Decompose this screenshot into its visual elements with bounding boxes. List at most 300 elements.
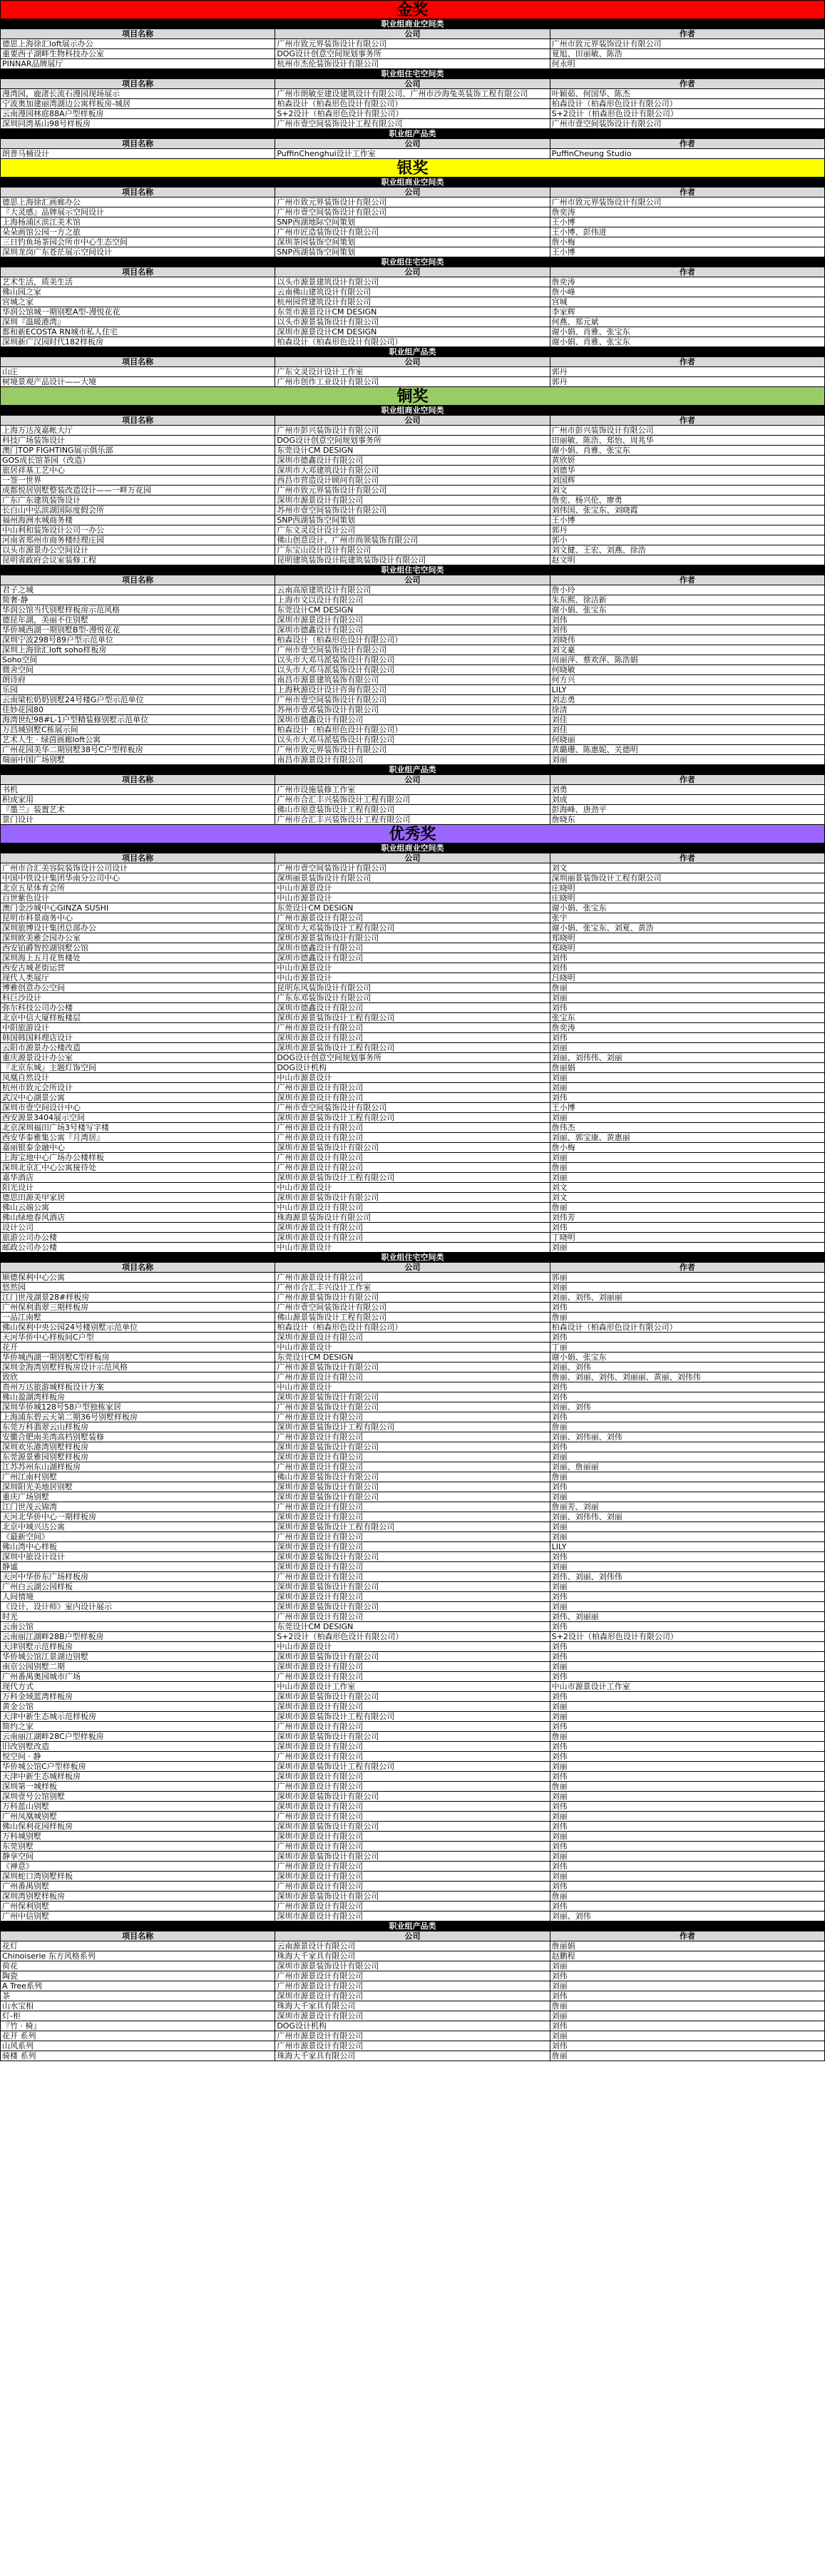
author-name: 詹奕涛 [550,277,824,287]
company-name: 云南佛山建筑设计有限公司 [275,287,550,297]
table-row [1,1303,825,1313]
project-name: 广州保利别墅 [1,1902,275,1912]
table-row [1,1442,825,1452]
project-name: 华侨城公馆江景湖边别墅 [1,1652,275,1662]
table-row [1,1582,825,1592]
project-name: 武汉中心湖景公寓 [1,1093,275,1103]
project-name: 福州海洲水城商务楼 [1,515,275,525]
table-row [1,1203,825,1213]
company-name: SNP西湖装饰空间策划 [275,515,550,525]
company-name: 深圳市源景设计有限公司 [275,1742,550,1752]
project-name: 南京公园别墅二期 [1,1662,275,1672]
author-name: 刘伟 [550,1033,824,1043]
company-name: 东莞设计CM DESIGN [275,605,550,615]
header-company: 公司 [275,416,550,426]
company-name: 深圳市源景设计有限公司 [275,1832,550,1842]
author-name: 庄晓明 [550,893,824,903]
project-name: 广州市合汇美容院装饰设计公司设计 [1,863,275,873]
table-row [1,109,825,119]
table-row [1,705,825,715]
company-name: 深圳市源景设计有限公司 [275,615,550,625]
table-row [1,2011,825,2021]
project-name: 云南丽江湖畔28B户型样板房 [1,1632,275,1642]
project-name: 三日钓鱼场茶园会所市中心生态空间 [1,237,275,247]
company-name: 苏州市壹空间装饰设计有限公司 [275,506,550,515]
company-name: 深圳市源景设计有限公司 [275,1512,550,1522]
company-name: S+2设计（柏森形色设计有限公司） [275,109,550,119]
project-name: 深圳蛇口湾别墅样板 [1,1872,275,1882]
author-name: 谢小娟、肖雅、张宝东 [550,327,824,337]
company-name: 深圳市德鑫设计有限公司 [275,715,550,725]
category-title: 职业组住宅空间类 [1,565,825,575]
project-name: 瑞丽中国广场别墅 [1,755,275,765]
table-row [1,456,825,466]
author-name: 李家辉 [550,307,824,317]
project-name: 以头市源景办公空间设计 [1,545,275,555]
author-name: 刘伟 [550,1652,824,1662]
header-project: 项目名称 [1,139,275,149]
table-row [1,785,825,795]
company-name: 广州市壹空间装饰设计有限公司 [275,1103,550,1113]
author-name: 刘伟 [550,1862,824,1872]
author-name: 广州市壹空间装饰设计有限公司 [550,119,824,129]
project-name: 昆明省政府会议室装修工程 [1,555,275,565]
company-name: SNP西湖地际空间策划 [275,217,550,227]
author-name: 刘伟 [550,1412,824,1422]
category-row [1,178,825,188]
author-name: 刘成 [550,795,824,805]
category-title: 职业组产品类 [1,1921,825,1931]
company-name: 深圳市源景装饰设计有限公司 [275,1792,550,1802]
column-header-row [1,416,825,426]
author-name: 柏森设计（柏森形色设计有限公司） [550,99,824,109]
author-name: 刘伟 [550,1003,824,1013]
table-row [1,1832,825,1842]
project-name: 黄金公馆 [1,1702,275,1712]
category-title: 职业组商业空间类 [1,406,825,416]
company-name: 佛山市原意装饰设计工程有限公司 [275,805,550,815]
author-name: 何晓丽 [550,735,824,745]
company-name: 广州市源景设计有限公司 [275,1981,550,1991]
company-name: 广州市壹空间装饰设计有限公司 [275,695,550,705]
table-row [1,1602,825,1612]
company-name: DOG设计机构 [275,2021,550,2031]
author-name: 刘伟 [550,1622,824,1632]
project-name: 深圳欧美雅会园办公室 [1,933,275,943]
project-name: 华润公馆当代别墅样板房示范风格 [1,605,275,615]
header-company: 公司 [275,267,550,277]
author-name: 丁丽 [550,1343,824,1353]
company-name: 以头市源景建筑设计有限公司 [275,277,550,287]
author-name: 何晓敏 [550,665,824,675]
project-name: 北京中城兴达公寓 [1,1522,275,1532]
company-name: 深圳市源景装饰设计工程有限公司 [275,1173,550,1183]
project-name: 『北京东城』主题灯饰空间 [1,1063,275,1073]
table-row [1,1103,825,1113]
author-name: 刘丽 [550,1832,824,1842]
project-name: 江苏苏州东山湖样板房 [1,1462,275,1472]
author-name: 詹丽 [550,1732,824,1742]
project-name: 树境景观产品设计——大境 [1,377,275,387]
table-row [1,1532,825,1542]
author-name: 王小博、彭伟进 [550,227,824,237]
project-name: 现代人类展厅 [1,973,275,983]
company-name: 广州市致元界装饰设计有限公司 [275,745,550,755]
author-name: 刘丽 [550,993,824,1003]
table-row [1,615,825,625]
company-name: 深圳市源景装饰设计有限公司 [275,1961,550,1971]
project-name: 韩国韩国料理店设计 [1,1033,275,1043]
project-name: 时光 [1,1612,275,1622]
project-name: 云南梁松奶奶别墅24号楼G户型示范单位 [1,695,275,705]
company-name: 深圳市源景设计CM DESIGN [275,327,550,337]
category-title: 职业组住宅空间类 [1,257,825,267]
project-name: 江门世茂湖景28#样板房 [1,1293,275,1303]
table-row [1,1652,825,1662]
project-name: A Tree系列 [1,1981,275,1991]
project-name: 『墨兰』装置艺术 [1,805,275,815]
table-row [1,1233,825,1243]
project-name: GOS成长馆茶园（改造） [1,456,275,466]
author-name: 谢小娟、张宝东、刘夏、黄浩 [550,923,824,933]
company-name: 深圳市源景设计有限公司 [275,1592,550,1602]
table-row [1,1462,825,1472]
table-row [1,1323,825,1333]
author-name: 刘文豪 [550,645,824,655]
author-name: 刘伟 [550,953,824,963]
author-name: 刘丽 [550,1602,824,1612]
author-name: 刘丽、刘伟、刘丽丽 [550,1293,824,1303]
project-name: 『大灵感』品牌展示空间设计 [1,207,275,217]
project-name: 深圳市壹空间设计中心 [1,1103,275,1113]
author-name: 何方兴 [550,675,824,685]
column-header-row [1,357,825,367]
project-name: 广州凤凰城别墅 [1,1812,275,1822]
author-name: 刘丽、刘伟 [550,1402,824,1412]
author-name: 张宇 [550,913,824,923]
project-name: 深圳壹号公馆别墅 [1,1792,275,1802]
company-name: 广州市合汇丰兴设计工作室 [275,1283,550,1293]
project-name: 天河北华侨中心一期样板房 [1,1512,275,1522]
table-row [1,1981,825,1991]
project-name: 博雅创意办公空间 [1,983,275,993]
project-name: 山水宝相 [1,2001,275,2011]
author-name: 广州市致元界装饰设计有限公司 [550,39,824,49]
author-name: 刘丽 [550,1153,824,1163]
column-header-row [1,775,825,785]
company-name: 广州市源景设计有限公司 [275,1532,550,1542]
project-name: 佛山保利中央公园24号楼别墅示范单位 [1,1323,275,1333]
project-name: 万科蓝山别墅 [1,1802,275,1812]
table-row [1,1173,825,1183]
project-name: 北京深圳福田广场3号楼写字楼 [1,1123,275,1133]
table-row [1,496,825,506]
author-name: 詹丽 [550,1422,824,1432]
table-row [1,1822,825,1832]
company-name: DOG设计机构 [275,1063,550,1073]
author-name: 刘文 [550,1183,824,1193]
table-row [1,1422,825,1432]
company-name: 中山市源景设计 [275,1073,550,1083]
column-header-row [1,1263,825,1273]
company-name: 南昌市源景建筑装饰有限公司 [275,675,550,685]
award-heading-row [1,159,825,178]
company-name: 柏森设计（柏森形色设计有限公司） [275,1323,550,1333]
company-name: 柏森设计（柏森形色设计有限公司） [275,635,550,645]
header-company: 公司 [275,853,550,863]
author-name: 广州市致元界装饰设计有限公司 [550,197,824,207]
table-row [1,1063,825,1073]
table-row [1,1143,825,1153]
award-table-body [1,1,825,2061]
category-title: 职业组商业空间类 [1,178,825,188]
author-name: 刘文 [550,486,824,496]
table-row [1,1183,825,1193]
author-name: 詹晓东 [550,815,824,825]
project-name: 中山利和装饰设计公司一办公 [1,525,275,535]
project-name: 广州番禺奥园城市广场 [1,1672,275,1682]
table-row [1,963,825,973]
author-name: 刘伟、刘丽丽 [550,1612,824,1622]
table-row [1,327,825,337]
project-name: 静享空间 [1,1852,275,1862]
table-row [1,1372,825,1382]
table-row [1,2041,825,2051]
project-name: 佛山保利花园样板房 [1,1822,275,1832]
table-row [1,2001,825,2011]
header-author: 作者 [550,267,824,277]
author-name: 吕晓明 [550,973,824,983]
author-name: 谢小娟、张宝东 [550,605,824,615]
author-name: 刘丽 [550,1662,824,1672]
author-name: 刘丽 [550,1812,824,1822]
project-name: 深圳湾别墅样板房 [1,1892,275,1902]
company-name: 广州市合汇丰兴装饰设计工程有限公司 [275,795,550,805]
company-name: 深圳市源景装饰设计工程有限公司 [275,1043,550,1053]
author-name: S+2设计（柏森形色设计有限公司） [550,109,824,119]
header-author: 作者 [550,575,824,585]
table-row [1,1712,825,1722]
project-name: 漫湾园，鹿渚长流石漫园现场展示 [1,89,275,99]
project-name: 花灯 [1,1941,275,1951]
project-name: 海湾世纪98#L-1户型精装修别墅示范单位 [1,715,275,725]
table-row [1,1293,825,1303]
author-name: 刘丽 [550,1872,824,1882]
project-name: Soho空间 [1,655,275,665]
column-header-row [1,188,825,197]
project-name: 深圳旅博设计集团总部办公 [1,923,275,933]
author-name: 何燕、郑元斌 [550,317,824,327]
company-name: 杭州园营建筑设计有限公司 [275,297,550,307]
company-name: 广州市设施装修工作室 [275,785,550,795]
company-name: 深圳市源景设计有限公司 [275,1772,550,1782]
award-heading-row [1,825,825,843]
project-name: 贵州万达旅游城样板设计方案 [1,1382,275,1392]
table-row [1,1892,825,1902]
project-name: 云南丽江湖畔28C户型样板房 [1,1732,275,1742]
project-name: 简约之家 [1,1722,275,1732]
company-name: 深圳市源景装饰设计有限公司 [275,1652,550,1662]
project-name: 安徽合肥南美湾高档别墅装修 [1,1432,275,1442]
table-row [1,287,825,297]
project-name: 佛山云端公寓 [1,1203,275,1213]
table-row [1,943,825,953]
author-name: 刘国辉 [550,476,824,486]
column-header-row [1,1931,825,1941]
table-row [1,1632,825,1642]
table-row [1,685,825,695]
table-row [1,805,825,815]
company-name: 深圳市源景设计有限公司 [275,1223,550,1233]
company-name: 柏森设计（柏森形色设计有限公司） [275,725,550,735]
author-name: 詹丽 [550,1782,824,1792]
table-row [1,1882,825,1892]
project-name: 花开 系列 [1,2031,275,2041]
company-name: 中山市源景设计 [275,883,550,893]
author-name: 郭丹 [550,377,824,387]
author-name: 刘伟 [550,1392,824,1402]
author-name: 刘伟 [550,1842,824,1852]
category-title: 职业组商业空间类 [1,843,825,853]
author-name: 谢小娟、张宝东 [550,903,824,913]
company-name: 佛山源景装饰设计工程有限公司 [275,1313,550,1323]
table-row [1,1482,825,1492]
table-row [1,1003,825,1013]
category-row [1,257,825,267]
company-name: 深圳市源景装饰设计有限公司 [275,1193,550,1203]
company-name: 深圳市源景装饰设计有限公司 [275,1442,550,1452]
project-name: 广州中信别墅 [1,1912,275,1921]
table-row [1,555,825,565]
company-name: 广州市源景设计有限公司 [275,1412,550,1422]
author-name: 刘伟 [550,1333,824,1343]
project-name: 云南漫园林庭88A户型样板房 [1,109,275,119]
table-row [1,815,825,825]
author-name: 刘伟 [550,1882,824,1892]
award-title: 优秀奖 [1,825,825,843]
company-name: 深圳市德鑫设计有限公司 [275,456,550,466]
author-name: 刘伟 [550,1902,824,1912]
table-row [1,2031,825,2041]
table-row [1,99,825,109]
author-name: 刘丽 [550,1083,824,1093]
author-name: 刘文 [550,1193,824,1203]
company-name: 深圳市源景设计有限公司 [275,1542,550,1552]
author-name: 刘晓伟 [550,635,824,645]
project-name: 上海万达茂嘉帐大厅 [1,426,275,436]
table-row [1,913,825,923]
company-name: 深圳市源景装饰设计有限公司 [275,1732,550,1742]
author-name: 刘伟 [550,1482,824,1492]
table-row [1,863,825,873]
company-name: 广州市源景设计有限公司 [275,1862,550,1872]
project-name: 旧改别墅改造 [1,1742,275,1752]
header-project: 项目名称 [1,1931,275,1941]
project-name: 《最新空间》 [1,1532,275,1542]
author-name: 深圳丽景装饰设计工程有限公司 [550,873,824,883]
company-name: 广州市源景设计有限公司 [275,1722,550,1732]
project-name: 悦空间 · 静 [1,1752,275,1762]
company-name: 广州市源景设计有限公司 [275,1782,550,1792]
author-name: 刘伟 [550,625,824,635]
author-name: 刘伟 [550,1742,824,1752]
company-name: 昆明建筑装饰设计院建筑装饰设计有限公司 [275,555,550,565]
project-name: 乐园 [1,685,275,695]
table-row [1,1542,825,1552]
company-name: 深圳市源景装饰设计工程有限公司 [275,1013,550,1023]
author-name: PuffinCheung Studio [550,149,824,159]
company-name: 深圳市源景设计有限公司 [275,1233,550,1243]
table-row [1,207,825,217]
author-name: 王小博 [550,1103,824,1113]
project-name: 佛山湾中心样板 [1,1542,275,1552]
company-name: 广州市源景设计有限公司 [275,1273,550,1283]
project-name: 现代方式 [1,1682,275,1692]
company-name: 广州市致元界装饰设计有限公司 [275,486,550,496]
project-name: 深圳中旅设计设计 [1,1552,275,1562]
author-name: 刘伟 [550,2021,824,2031]
author-name: 刘丽 [550,1762,824,1772]
table-row [1,227,825,237]
project-name: 佛山园之家 [1,287,275,297]
author-name: 刘丽、刘伟 [550,1912,824,1921]
company-name: 广州市源景设计有限公司 [275,1572,550,1582]
author-name: 宫城 [550,297,824,307]
category-title: 职业组住宅空间类 [1,69,825,79]
author-name: LILY [550,1542,824,1552]
author-name: 广州市彭兴装饰设计有限公司 [550,426,824,436]
company-name: 深圳市源景装饰设计有限公司 [275,1692,550,1702]
company-name: 广州市源景装饰设计有限公司 [275,1293,550,1303]
project-name: 深圳新广汉园时代182样板房 [1,337,275,347]
table-row [1,665,825,675]
company-name: 广州市源景设计有限公司 [275,2031,550,2041]
category-title: 职业组产品类 [1,347,825,357]
table-row [1,1023,825,1033]
table-row [1,1363,825,1372]
table-row [1,605,825,615]
author-name: 郑晓明 [550,943,824,953]
table-row [1,1612,825,1622]
column-header-row [1,79,825,89]
project-name: 一签一世界 [1,476,275,486]
column-header-row [1,267,825,277]
company-name: 广州市源景设计有限公司 [275,1672,550,1682]
company-name: 广州市源景设计有限公司 [275,1432,550,1442]
table-row [1,535,825,545]
project-name: 阳光设计 [1,1183,275,1193]
author-name: 赵文明 [550,555,824,565]
author-name: 刘文 [550,863,824,873]
header-company: 公司 [275,775,550,785]
company-name: 广州市源景设计有限公司 [275,1882,550,1892]
table-row [1,545,825,555]
header-company: 公司 [275,357,550,367]
author-name: 王小博 [550,515,824,525]
author-name: 郭小 [550,535,824,545]
award-title: 银奖 [1,159,825,178]
project-name: 山庄 [1,367,275,377]
author-name: 刘丽 [550,1712,824,1722]
table-row [1,1512,825,1522]
table-row [1,1971,825,1981]
company-name: 东莞设计CM DESIGN [275,903,550,913]
company-name: 东莞市源景设计CM DESIGN [275,307,550,317]
table-row [1,1452,825,1462]
author-name: 周丽萍、蔡欢萍、陈浩娟 [550,655,824,665]
project-name: 北京五星体育会所 [1,883,275,893]
table-row [1,297,825,307]
